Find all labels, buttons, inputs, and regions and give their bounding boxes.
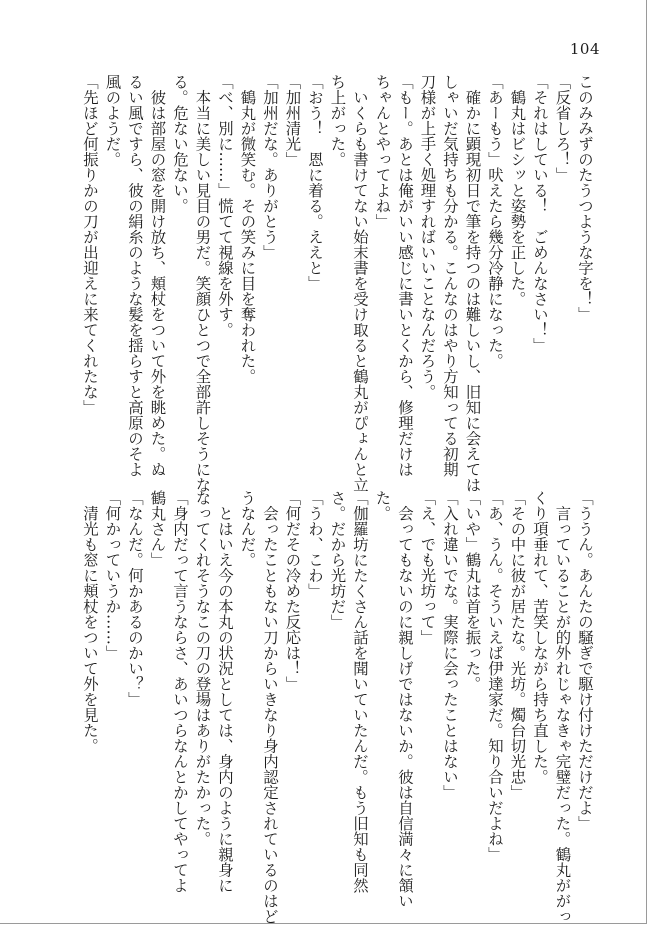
text-line: 「加州清光」	[283, 74, 302, 167]
text-line: いくらも書けてない始末書を受け取ると鶴丸がぴょんと立	[351, 74, 369, 493]
text-line: 「何だその冷めた反応は！」	[283, 490, 302, 692]
text-line: 「うわ、こわ」	[306, 490, 324, 599]
text-line: なってくれそうなこの刀の登場はありがたかった。	[193, 490, 212, 847]
page-number: 104	[569, 40, 600, 58]
text-line: 「なんだ。何かあるのかい？」	[126, 490, 144, 707]
text-line: しゃいだ気持ちも分かる。こんなのはやり方知ってる初期	[441, 74, 459, 477]
text-line: 言っていることが的外れじゃなきゃ完璧だった。鶴丸ががっ	[553, 490, 572, 924]
text-line: 「先ほど何振りかの刀が出迎えに来てくれたな」	[81, 74, 99, 415]
text-line: 会ったこともない刀からいきなり身内認定されているのはど	[261, 490, 279, 924]
text-line: 「身内だって言うならさ、あいつらなんとかしてやってよ	[171, 490, 189, 893]
text-line: 風のようだ。	[103, 74, 122, 167]
text-line: 彼は部屋の窓を開け放ち、頬杖をついて外を眺めた。ぬ	[148, 74, 167, 477]
text-line: 「いや」鶴丸は首を振った。	[463, 490, 482, 692]
text-line: うなんだ。	[238, 490, 257, 568]
text-line: くり項垂れて、苦笑しながら持ち直した。	[531, 490, 549, 785]
text-line: 「え、でも光坊って」	[418, 490, 437, 645]
text-line: 「入れ違いでな。実際に会ったことはない」	[441, 490, 459, 800]
text-line: 「ううん。あんたの騒ぎで駆け付けただけだよ」	[576, 490, 594, 831]
text-line: 「それはしている！ ごめんなさい！」	[531, 74, 549, 353]
text-line: 鶴丸はビシッと姿勢を正した。	[508, 74, 527, 307]
text-line: 鶴丸さん」	[148, 490, 167, 568]
text-line: 「何かっていうか……」	[103, 490, 122, 661]
text-line: ち上がった。	[328, 74, 347, 167]
text-line: 「べ、別に……」慌てて視線を外す。	[216, 74, 234, 338]
text-line: 刀様が上手く処理すればいいことなんだろう。	[418, 74, 437, 400]
text-line: ちゃんとやってよね」	[373, 74, 392, 229]
text-line: このみみずのたうつような字を！」	[576, 74, 594, 322]
text-line: さ。だから光坊だ」	[328, 490, 347, 630]
text-line: る。危ない危ない。	[171, 74, 189, 214]
text-line: るい風ですら、彼の絹糸のような髪を揺らすと高原のそよ	[126, 74, 144, 477]
upper-text-block	[81, 74, 596, 493]
text-line: 「あーもう」吠えたら幾分冷静になった。	[486, 74, 504, 369]
text-line: 「その中に彼が居たな。光坊。燭台切光忠」	[508, 490, 527, 800]
text-line: 確かに顕現初日で筆を持つのは難しいし、旧知に会えては	[463, 74, 482, 493]
text-line: 「伽羅坊にたくさん話を聞いていたんだ。もう旧知も同然	[351, 490, 369, 893]
text-line: 本当に美しい見目の男だ。笑顔ひとつで全部許しそうにな	[193, 74, 212, 493]
text-line: 「加州だな。ありがとう」	[261, 74, 279, 260]
text-line: 「おう！ 恩に着る。ええと」	[306, 74, 324, 291]
text-line: とはいえ今の本丸の状況としては、身内のように親身に	[216, 490, 234, 893]
text-line: 「あ、うん。そういえば伊達家だ。知り合いだよね」	[486, 490, 504, 862]
lower-text-block	[81, 490, 596, 924]
text-line: 鶴丸が微笑む。その笑みに目を奪われた。	[238, 74, 257, 384]
text-line: 「反省しろ！」	[553, 74, 572, 183]
text-line: た。	[373, 490, 392, 521]
text-line: 「もー。あとは俺がいい感じに書いとくから、修理だけは	[396, 74, 414, 477]
text-line: 清光も窓に頬杖をついて外を見た。	[81, 490, 99, 754]
text-line: 会ってもないのに親しげではないか。彼は自信満々に頷い	[396, 490, 414, 909]
